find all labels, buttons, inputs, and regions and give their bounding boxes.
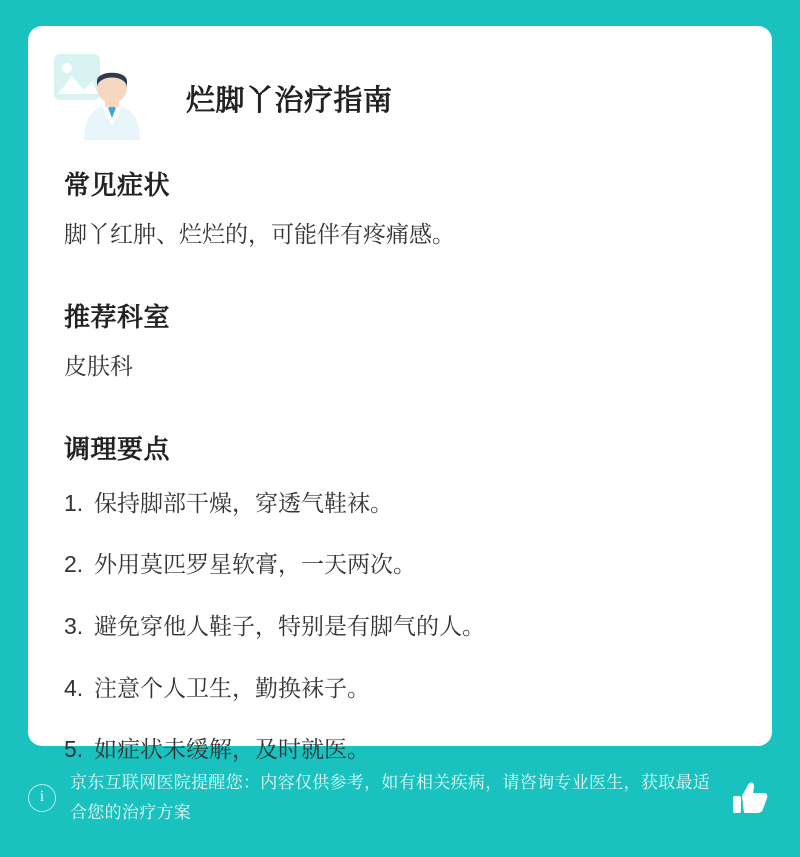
list-item-number: 4.	[64, 674, 84, 701]
disclaimer-text: 京东互联网医院提醒您：内容仅供参考，如有相关疾病，请咨询专业医生，获取最适合您的治疗方案	[70, 773, 711, 822]
doctor-avatar-icon	[50, 48, 146, 144]
list-item-text: 外用莫匹罗星软膏，一天两次。	[94, 551, 416, 578]
treatment-guide-card	[28, 26, 772, 763]
section-heading-symptoms: 常见症状	[64, 170, 171, 200]
list-item	[64, 609, 736, 645]
list-item-number: 1.	[64, 489, 84, 516]
info-circle-icon: i	[28, 784, 56, 812]
section-text-department: 皮肤科	[64, 352, 133, 379]
section-text-symptoms: 脚丫红肿、烂烂的，可能伴有疼痛感。	[64, 221, 455, 247]
guide-content	[64, 165, 736, 768]
section-heading-care-points: 调理要点	[64, 433, 171, 464]
list-item	[64, 547, 736, 583]
list-item	[64, 486, 736, 522]
thumbs-up-icon[interactable]	[728, 776, 772, 820]
list-item-text: 如症状未缓解，及时就医。	[94, 736, 370, 763]
list-item-number: 3.	[64, 612, 84, 639]
list-item-text: 注意个人卫生，勤换袜子。	[94, 674, 370, 701]
list-item-number: 2.	[64, 551, 84, 578]
list-item-number: 5.	[64, 736, 84, 763]
list-item	[64, 671, 736, 707]
care-points-list	[64, 486, 736, 768]
disclaimer-footer	[28, 762, 772, 834]
page-title: 烂脚丫治疗指南	[186, 85, 393, 117]
section-heading-department: 推荐科室	[64, 301, 171, 332]
list-item-text: 保持脚部干燥，穿透气鞋袜。	[94, 489, 393, 516]
list-item-text: 避免穿他人鞋子，特别是有脚气的人。	[94, 612, 485, 639]
